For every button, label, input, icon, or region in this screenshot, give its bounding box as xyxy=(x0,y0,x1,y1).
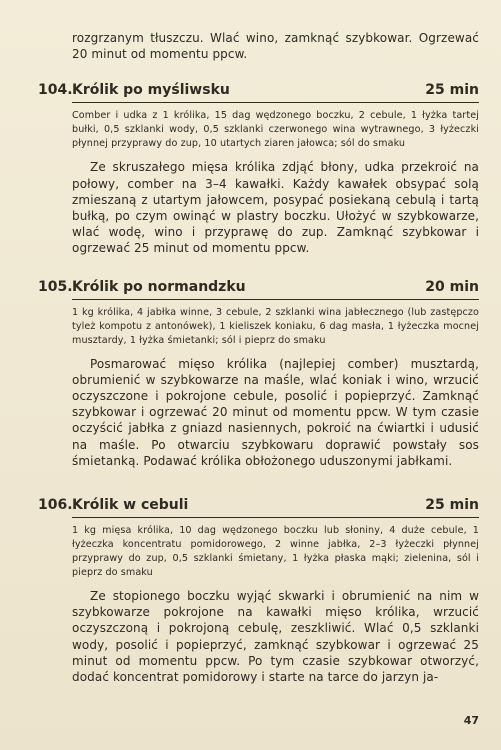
recipe-105 xyxy=(38,278,479,469)
recipe-heading xyxy=(38,497,479,518)
recipe-method: Ze skruszałego mięsa królika zdjąć błony, udka przekroić na połowy, comber na 3–4 kawałki. Każdy kawałek obsypać solą zmieszaną z utartym jałowcem, posypać posiekaną cebulą i tartą bułką, po czym owinąć w plastry boczku. Ułożyć w szybkowarze, wlać wodę, wino i przyprawę do zup. Zamknąć szybkowar i ogrzewać 25 minut od momentu ppcw. xyxy=(72,160,479,256)
recipe-heading xyxy=(38,82,479,103)
recipe-title: Królik w cebuli xyxy=(72,497,189,514)
recipe-heading xyxy=(38,278,479,300)
recipe-method: Posmarować mięso królika (najlepiej comber) musztardą, obrumienić w szybkowarze na maśle, wlać koniak i wino, wrzucić oczyszczone i pokrojone cebule, posolić i popieprzyć. Zamknąć szybkowar i ogrzewać 20 minut od momentu ppcw. W tym czasie oczyścić jabłka z gniazd nasiennych, pokroić na ćwiartki i udusić na maśle. Po otwarciu szybkowaru doprawić powstały sos śmietanką. Podawać królika obłożonego uduszonymi jabłkami. xyxy=(72,356,479,468)
recipe-time: 20 min xyxy=(425,278,479,295)
recipe-ingredients: 1 kg mięsa królika, 10 dag wędzonego boczku lub słoniny, 4 duże cebule, 1 łyżeczka koncentratu pomidorowego, 2 winne jabłka, 2–3 łyżeczki płynnej przyprawy do zup, 0,5 szklanki śmietany, 1 łyżka płaska mąki; zielenina, sól i pieprz do smaku xyxy=(72,525,479,579)
recipe-number: 106. xyxy=(38,497,73,514)
recipe-time: 25 min xyxy=(425,497,479,514)
recipe-106 xyxy=(38,497,479,685)
recipe-number: 105. xyxy=(38,278,73,295)
recipe-title: Królik po myśliwsku xyxy=(72,82,230,99)
recipe-number: 104. xyxy=(38,82,73,99)
page-number: 47 xyxy=(463,714,479,727)
recipe-ingredients: Comber i udka z 1 królika, 15 dag wędzonego boczku, 2 cebule, 1 łyżka tartej bułki, 0,5 szklanki wody, 0,5 szklanki czerwonego wina wytrawnego, 3 łyżeczki płynnej przyprawy do zup, 10 utartych ziaren jałowca; sól do smaku xyxy=(72,110,479,150)
recipe-time: 25 min xyxy=(425,82,479,99)
recipe-ingredients: 1 kg królika, 4 jabłka winne, 3 cebule, 2 szklanki wina jabłecznego (lub zastępczo tyleż kompotu z antonówek), 1 kieliszek koniaku, 6 dag masła, 1 łyżeczka mocnej musztardy, 1 łyżka śmietanki; sól i pieprz do smaku xyxy=(72,306,479,346)
recipe-title: Królik po normandzku xyxy=(72,278,246,295)
recipe-104 xyxy=(38,82,479,256)
recipe-method: Ze stopionego boczku wyjąć skwarki i obrumienić na nim w szybkowarze pokrojone na kawałki mięso królika, wrzucić oczyszczoną i pokrojoną cebulę, zeszkliwić. Wlać 0,5 szklanki wody, posolić i popieprzyć, zamknąć szybkowar i ogrzewać 25 minut od momentu ppcw. Po tym czasie szybkowar otworzyć, dodać koncentrat pomidorowy i starte na tarce do jarzyn ja- xyxy=(72,589,479,685)
intro-text: rozgrzanym tłuszczu. Wlać wino, zamknąć szybkowar. Ogrzewać 20 minut od momentu ppcw. xyxy=(72,31,479,62)
